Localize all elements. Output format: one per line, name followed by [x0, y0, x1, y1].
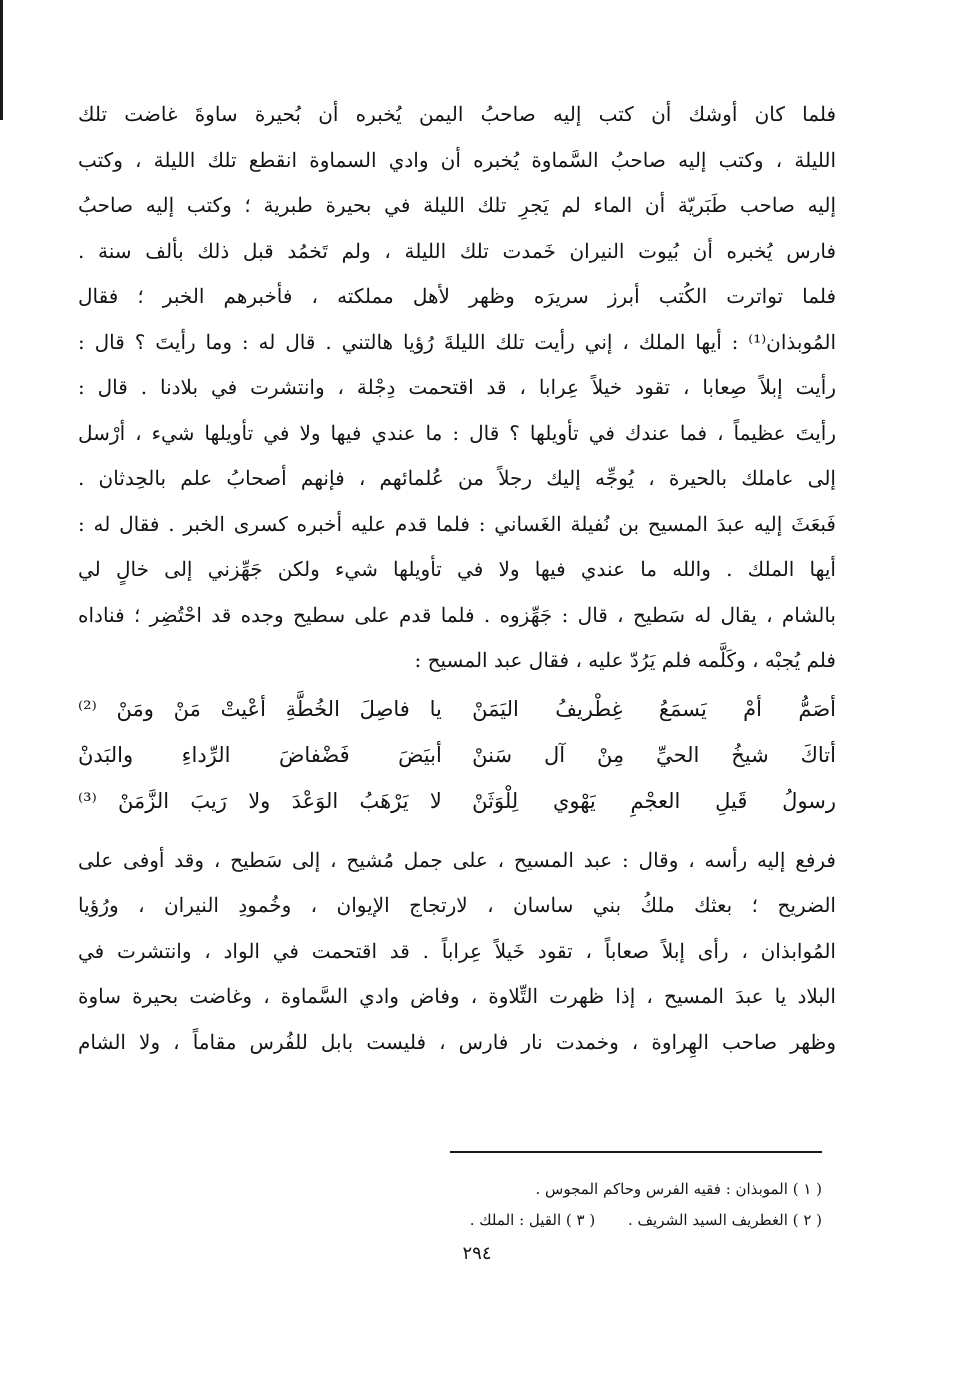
scan-margin-edge — [0, 0, 3, 120]
text-line: وظهر صاحب الهِراوة ، وخمدت نار فارس ، فليست بابل للفُرس مقاماً ، ولا الشام — [78, 1029, 836, 1054]
page-number: ٢٩٤ — [462, 1243, 492, 1264]
footnote-separator — [450, 1151, 822, 1153]
verse-row — [78, 778, 836, 824]
text-line: فارس يُخبره أن بُيوت النيران خَمدت تلك الليلة ، ولم تَخمُد قبل ذلك بألف سنة . — [78, 238, 836, 263]
text-line: رأيتَ عظيماً ، فما عندك في تأويلها ؟ قال : ما عندي فيها ولا في تأويلها شيء ، أرْسل — [78, 420, 836, 445]
page-body — [78, 92, 836, 1065]
footnote-row — [132, 1205, 822, 1236]
text-line: المُوبذان⁽¹⁾ : أيها الملك ، إني رأيت تلك الليلةَ رُؤيا هالتني . قال له : وما رأيتَ ؟ قال : — [78, 329, 836, 354]
text-line: إلى عاملك بالحيرة ، يُوجِّه إليك رجلاً من عُلمائهم ، فإنهم أصحابُ علم بالحِدثان . — [78, 466, 836, 490]
text-line: بالشام ، يقال له سَطيح ، قال : جَهِّزوه . فلما قدم على سطيح وجده قد احْتُضِر ؛ فناداه — [78, 602, 836, 627]
verse-second-hemistich: أبيَضَ فَضْفاضَ الرِّداءِ والبَدنْ — [78, 742, 442, 767]
footnote-1: ( ١ ) الموبذان : فقيه الفرس وحاكم المجوس . — [535, 1180, 822, 1198]
verse-first-hemistich: رسولُ قَيلِ العجْمِ يَهْوي لِلْوَثَنْ — [472, 788, 836, 813]
footnote-2: ( ٢ ) الغطريف السيد الشريف . — [627, 1211, 822, 1229]
text-line: فَبعَثَ إليه عبدَ المسيح بن نُفيلة الغَساني : فلما قدم عليه أخبره كسرى الخبر . فقال له : — [78, 511, 836, 536]
text-line: الضريح ؛ بعثك ملكُ بني ساسان ، لارتجاج الإيوان ، وخُمودِ النيران ، ورُؤيا — [78, 893, 836, 917]
text-line: الليلة ، وكتب إليه صاحبُ السَّماوة يُخبره أن وادي السماوة انقطع تلك الليلة ، وكتب — [78, 147, 836, 172]
footnotes — [132, 1174, 822, 1236]
closing-paragraph — [78, 838, 836, 1066]
text-line: رأيت إبلاً صِعابا ، تقود خيلاً عِرابا ، قد اقتحمت دِجْلة ، وانتشرت في بلادنا . قال : — [78, 375, 836, 399]
text-line: إليه صاحب طَبَريّة أن الماء لم يَجرِ تلك الليلة في بحيرة طبرية ؛ وكتب إليه صاحبُ — [78, 193, 836, 217]
text-line: فلما كان أوشك أن كتب إليه صاحبُ اليمن يُخبره أن بُحيرة ساوةَ غاضت تلك — [78, 102, 836, 126]
verse-first-hemistich: أتاكَ شيخُ الحيِّ مِنْ آل سَننْ — [472, 742, 836, 767]
text-line: فلم يُجبْه ، وكَلَّمه فلم يَرُدّ عليه ، فقال عبد المسيح : — [414, 648, 836, 672]
verse-first-hemistich: أصَمُّ أمْ يَسمَعُ غِطْريفُ اليَمَنْ — [472, 696, 836, 721]
text-line: فرفع إليه رأسه ، وقال : عبد المسيح ، على جمل مُشيح ، إلى سَطيح ، وقد أوفى على — [78, 847, 836, 872]
text-line: فلما تواترت الكُتب أبرز سريرَه وظهر لأهل مملكته ، فأخبرهم الخبر ؛ فقال — [78, 284, 836, 308]
footnote-3: ( ٣ ) القيل : الملك . — [469, 1211, 596, 1229]
poem-verses — [78, 686, 836, 824]
verse-row — [78, 732, 836, 778]
text-line: أيها الملك . والله ما عندي فيها ولا في تأويلها شيء ولكن جَهِّزني إلى خالٍ لي — [78, 557, 836, 581]
verse-second-hemistich: لا يَرْهَبُ الوَعْدَ ولا رَيبَ الزَّمَنْ ⁽³⁾ — [78, 788, 442, 813]
text-line: المُوابذان ، رأى إبلاً صعاباً ، تقود خَيلاً عِراباً . قد اقتحمت في الواد ، وانتشرت في — [78, 938, 836, 963]
main-paragraph — [78, 92, 836, 684]
verse-row — [78, 686, 836, 732]
verse-second-hemistich: يا فاصِلَ الخُطَّةِ أعْيتْ مَنْ ومَنْ ⁽²⁾ — [78, 696, 442, 721]
text-line: البلاد يا عبدَ المسيح ، إذا ظهرت التِّلاوة ، وفاض وادي السَّماوة ، وغاضت بحيرة ساوة — [78, 984, 836, 1008]
